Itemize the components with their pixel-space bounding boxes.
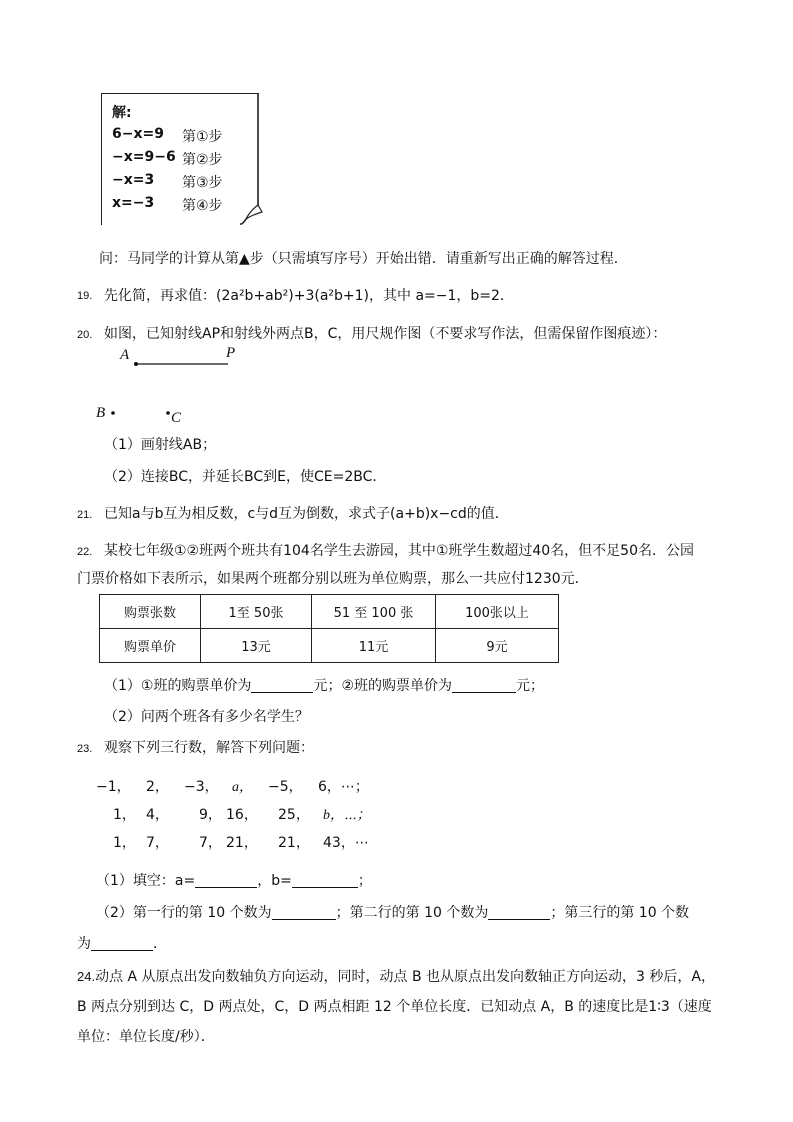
seq-item: −5， <box>268 779 303 795</box>
q22-line2: 门票价格如下表所示，如果两个班都分别以班为单位购票，那么一共应付1230元． <box>77 571 589 587</box>
seq-item: b，⋯； <box>323 808 371 823</box>
table-row <box>100 595 559 629</box>
answer-blank[interactable] <box>488 905 550 920</box>
note-step-4: 第④步 <box>182 198 223 214</box>
q23-sub2-cont <box>77 933 167 953</box>
seq-item: 2， <box>146 779 169 795</box>
sequence-row-3 <box>113 832 369 852</box>
q23-sub2-part-e: ． <box>153 936 167 952</box>
q22-sub1-part-a: （1）①班的购票单价为 <box>104 678 252 694</box>
point-a-label: A <box>120 347 130 363</box>
answer-blank[interactable] <box>292 873 358 888</box>
q23-sub2-part-b: ；第二行的第 10 个数为 <box>335 905 489 921</box>
q19-text: 先化简，再求值：(2a²b+ab²)+3(a²b+1)，其中 a=−1，b=2． <box>104 288 514 304</box>
q18-question: 问：马同学的计算从第▲步（只需填写序号）开始出错．请重新写出正确的解答过程． <box>99 251 628 267</box>
q23-sub1-part-a: （1）填空：a= <box>96 873 196 889</box>
point-p-label: P <box>226 345 236 361</box>
answer-blank[interactable] <box>272 905 336 920</box>
answer-blank[interactable] <box>251 678 313 693</box>
note-line-2: −x=9−6 <box>112 149 176 165</box>
q23-sub2 <box>96 902 689 922</box>
point-b-label: B <box>96 405 106 421</box>
note-curl-decoration <box>240 93 270 233</box>
table-cell: 1至 50张 <box>201 595 312 629</box>
q24-line1 <box>77 966 715 986</box>
table-cell: 100张以上 <box>436 595 559 629</box>
seq-item: −1， <box>96 779 131 795</box>
answer-blank[interactable] <box>452 678 516 693</box>
note-line-1: 6−x=9 <box>112 126 164 142</box>
seq-item: 7， <box>146 835 169 851</box>
seq-item: 6，⋯； <box>318 779 369 795</box>
table-cell: 购票张数 <box>100 595 201 629</box>
q23-sub2-part-a: （2）第一行的第 10 个数为 <box>96 905 272 921</box>
note-title: 解: <box>112 105 132 121</box>
q22-sub2: （2）问两个班各有多少名学生？ <box>104 709 309 725</box>
q21-number: 21. <box>77 509 93 521</box>
q22-sub1-part-c: 元； <box>516 678 545 694</box>
seq-item: 43，⋯ <box>323 835 369 851</box>
sequence-row-1 <box>96 776 369 796</box>
q20-text: 如图，已知射线AP和射线外两点B，C，用尺规作图（不要求写作法，但需保留作图痕迹）： <box>104 326 667 342</box>
note-step-2: 第②步 <box>182 152 223 168</box>
q20-sub2: （2）连接BC，并延长BC到E，使CE=2BC． <box>104 469 387 485</box>
table-cell: 11元 <box>312 629 436 663</box>
seq-item: 1， <box>113 835 136 851</box>
q23-sub2-part-d: 为 <box>77 936 91 952</box>
q20-number: 20. <box>77 329 93 341</box>
q22-sub1-part-b: 元；②班的购票单价为 <box>313 678 453 694</box>
point-c-label: C <box>171 410 182 426</box>
table-cell: 9元 <box>436 629 559 663</box>
note-line-4: x=−3 <box>112 195 155 211</box>
ticket-price-table <box>99 594 559 663</box>
q24-line3: 单位：单位长度/秒）． <box>77 1029 215 1045</box>
answer-blank[interactable] <box>195 873 257 888</box>
seq-item: 21， <box>226 835 258 851</box>
note-step-3: 第③步 <box>182 175 223 191</box>
q19-number: 19. <box>77 290 93 302</box>
q23-sub1 <box>96 870 372 890</box>
table-cell: 购票单价 <box>100 629 201 663</box>
q20-sub1: （1）画射线AB； <box>104 437 217 453</box>
q22-sub1 <box>104 675 544 695</box>
q24-line2: B 两点分别到达 C，D 两点处，C，D 两点相距 12 个单位长度．已知动点 A，B 的速度比是1∶3（速度 <box>77 999 712 1015</box>
table-cell: 13元 <box>201 629 312 663</box>
note-step-1: 第①步 <box>182 129 223 145</box>
seq-item: 25， <box>278 807 310 823</box>
q23-number: 23. <box>77 743 93 755</box>
table-cell: 51 至 100 张 <box>312 595 436 629</box>
q22-number: 22. <box>77 546 93 558</box>
seq-item: 7， <box>199 835 222 851</box>
seq-item: a， <box>232 780 253 795</box>
q23-sub2-part-c: ；第三行的第 10 个数 <box>550 905 690 921</box>
sequence-row-2 <box>113 804 371 824</box>
seq-item: −3， <box>184 779 219 795</box>
table-row <box>100 629 559 663</box>
solution-note-card <box>101 93 259 225</box>
seq-item: 9， <box>199 807 222 823</box>
q21-text: 已知a与b互为相反数，c与d互为倒数，求式子(a+b)x−cd的值． <box>104 506 509 522</box>
note-line-3: −x=3 <box>112 172 155 188</box>
q24-line1-text: 动点 A 从原点出发向数轴负方向运动，同时，动点 B 也从原点出发向数轴正方向运动，3 秒后，A， <box>95 969 715 985</box>
answer-blank[interactable] <box>91 936 153 951</box>
seq-item: 1， <box>113 807 136 823</box>
q23-sub1-part-b: ，b= <box>257 873 292 889</box>
q22-line1: 某校七年级①②班两个班共有104名学生去游园，其中①班学生数超过40名，但不足50名．公园 <box>104 543 695 559</box>
q23-sub1-part-c: ； <box>357 873 372 889</box>
q23-text: 观察下列三行数，解答下列问题： <box>104 740 314 756</box>
seq-item: 16， <box>226 807 258 823</box>
seq-item: 4， <box>146 807 169 823</box>
q24-number: 24. <box>77 969 96 984</box>
seq-item: 21， <box>278 835 310 851</box>
